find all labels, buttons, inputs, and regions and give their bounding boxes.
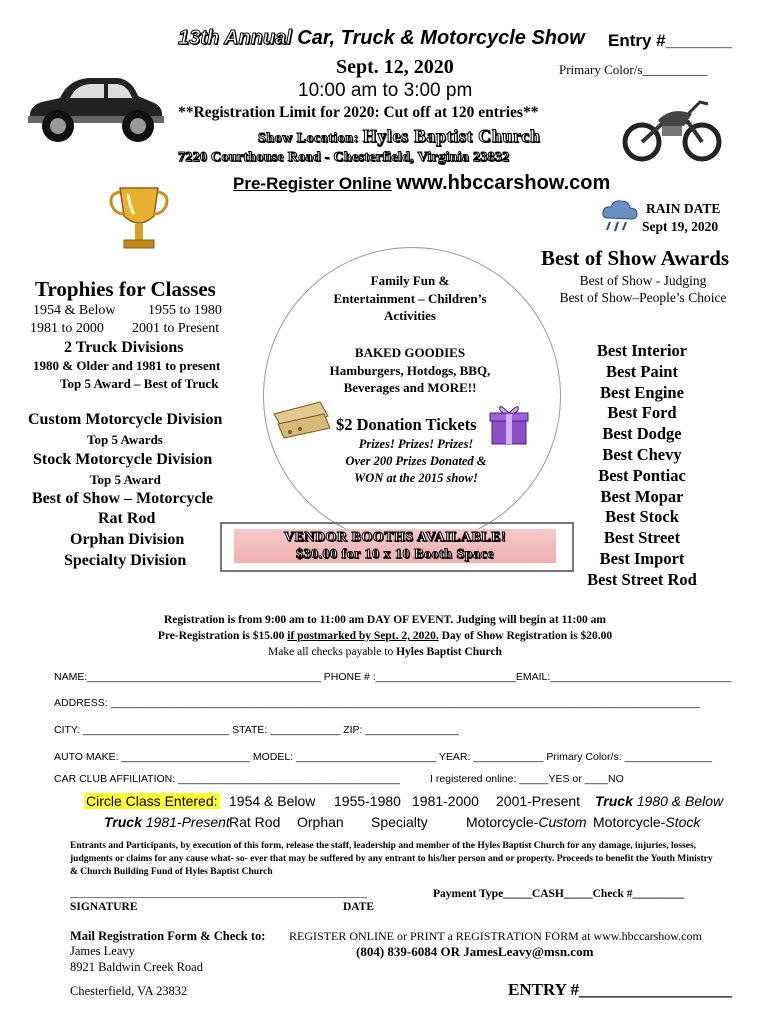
class-option-1981-2000[interactable]: 1981-2000 xyxy=(412,793,479,809)
orphan-division: Orphan Division xyxy=(70,531,185,548)
circle-class-label xyxy=(84,793,220,809)
award-item: Best Interior xyxy=(596,341,688,360)
custom-top5: Top 5 Awards xyxy=(87,432,163,447)
entry-number-bottom: ENTRY #__________________ xyxy=(508,980,733,999)
prizes-info xyxy=(308,436,524,487)
custom-label: Custom xyxy=(538,814,587,830)
vendor-banner xyxy=(220,522,574,572)
trophy-icon xyxy=(106,182,172,258)
circle-class-text: Circle Class Entered xyxy=(86,793,214,809)
registration-times: Registration is from 9:00 am to 11:00 am DAY OF EVENT. Judging will begin at 11:00 am xyxy=(163,614,606,626)
vendor-line1: VENDOR BOOTHS AVAILABLE! xyxy=(283,530,507,545)
best-motorcycle: Best of Show – Motorcycle xyxy=(32,490,213,507)
prereg-fee: Pre-Registration is $15.00 xyxy=(157,630,288,642)
circle-class-colon: : xyxy=(213,793,218,809)
beverages: Beverages and MORE!! xyxy=(343,380,477,395)
website-link: www.hbccarshow.com xyxy=(396,172,611,194)
signature-line[interactable]: ______________________________________________________ xyxy=(70,887,367,899)
mail-title: Mail Registration Form & Check to: xyxy=(70,929,266,943)
vendor-line2: $30.00 for 10 x 10 Booth Space xyxy=(296,547,494,562)
food-info xyxy=(300,344,520,397)
preregister-line xyxy=(233,172,610,195)
award-item: Best Dodge xyxy=(602,424,682,444)
mail-city: Chesterfield, VA 23832 xyxy=(70,984,188,998)
class-option-1954-below[interactable]: 1954 & Below xyxy=(229,793,316,809)
class-option-moto-stock[interactable] xyxy=(593,814,700,830)
show-name: Car, Truck & Motorcycle Show xyxy=(297,27,585,49)
trophies-title: Trophies for Classes xyxy=(35,277,216,301)
award-item: Best Engine xyxy=(600,382,684,402)
class-option-1955-1980[interactable]: 1955-1980 xyxy=(334,793,401,809)
class-option-truck-1981[interactable] xyxy=(104,814,230,830)
day-of-fee: Day of Show Registration is $20.00 xyxy=(438,630,613,642)
stock-label: Stock xyxy=(665,814,701,830)
family-fun xyxy=(300,272,520,325)
class-option-moto-custom[interactable] xyxy=(466,814,587,830)
contact-phone-email: (804) 839-6084 OR JamesLeavy@msn.com xyxy=(356,944,594,959)
truck-divisions-years: 1980 & Older and 1981 to present xyxy=(33,358,221,373)
family-fun-line3: Activities xyxy=(384,308,436,323)
baked-goodies: BAKED GOODIES xyxy=(354,345,466,360)
truck-top5: Top 5 Award – Best of Truck xyxy=(60,376,219,391)
class-option-truck-1980[interactable] xyxy=(595,793,723,809)
award-item: Best Chevy xyxy=(602,444,682,464)
award-item: Best Street Rod xyxy=(587,569,697,589)
city-state-zip-field[interactable]: CITY: _________________________ STATE: ____________ ZIP: ________________ xyxy=(54,724,459,736)
specialty-division: Specialty Division xyxy=(64,552,187,569)
checks-payable xyxy=(60,646,710,658)
rain-date: Sept 19, 2020 xyxy=(642,219,719,234)
class-option-specialty[interactable]: Specialty xyxy=(371,814,428,830)
show-date: Sept. 12, 2020 xyxy=(336,56,454,78)
address-field[interactable]: ADDRESS: _____________________________________________________________________________________________________ xyxy=(54,697,701,709)
primary-color-field: Primary Color/s__________ xyxy=(559,62,708,77)
signature-label: SIGNATURE xyxy=(70,901,138,913)
entry-number-top: Entry #_______ xyxy=(608,31,732,50)
location-name: Hyles Baptist Church xyxy=(362,126,541,146)
motorcycle-icon xyxy=(622,92,722,164)
date-label: DATE xyxy=(343,901,375,913)
mail-street: 8921 Baldwin Creek Road xyxy=(70,960,203,974)
custom-motorcycle-division: Custom Motorcycle Division xyxy=(28,411,223,428)
award-item: Best Street xyxy=(603,528,681,548)
family-fun-line2: Entertainment – Children’s xyxy=(333,290,487,306)
rat-rod: Rat Rod xyxy=(98,510,156,527)
truck-1981-label: 1981-Present xyxy=(141,814,230,830)
class-1955-1980: 1955 to 1980 xyxy=(148,303,222,318)
award-item: Best Ford xyxy=(607,403,677,423)
truck-label: Truck xyxy=(104,814,142,830)
best-of-show-awards-title: Best of Show Awards xyxy=(541,246,730,270)
class-1981-2000: 1981 to 2000 xyxy=(30,321,104,336)
show-time: 10:00 am to 3:00 pm xyxy=(298,80,473,101)
location-label: Show Location: xyxy=(258,131,359,146)
class-2001-present: 2001 to Present xyxy=(132,321,220,336)
checks-payable-label: Make all checks payable to xyxy=(268,646,397,658)
truck-divisions-title: 2 Truck Divisions xyxy=(64,339,184,356)
mail-name: James Leavy xyxy=(70,944,135,958)
show-title xyxy=(178,27,585,50)
award-item: Best Pontiac xyxy=(598,465,686,485)
rain-cloud-icon xyxy=(600,198,640,234)
registered-online-field[interactable]: I registered online: _____YES or ____NO xyxy=(430,773,624,785)
award-item: Best Paint xyxy=(606,361,678,381)
class-option-rat-rod[interactable]: Rat Rod xyxy=(229,814,281,830)
award-list xyxy=(566,341,718,591)
best-of-show-judging: Best of Show - Judging xyxy=(579,273,707,288)
stock-top5: Top 5 Award xyxy=(90,472,161,487)
truck-1980-label: 1980 & Below xyxy=(632,793,724,809)
class-option-orphan[interactable]: Orphan xyxy=(297,814,344,830)
award-item: Best Mopar xyxy=(600,486,684,506)
registration-fees xyxy=(60,630,710,642)
motorcycle-label: Motorcycle- xyxy=(466,814,539,830)
prizes-line1: Prizes! Prizes! Prizes! xyxy=(358,437,474,451)
class-1954-below: 1954 & Below xyxy=(33,303,116,318)
car-club-field[interactable]: CAR CLUB AFFILIATION: ______________________________________ xyxy=(54,773,400,785)
liability-disclaimer: Entrants and Participants, by execution of this form, release the staff, leadership and member of the Hyles Baptist Church for any damage, injuries, losses, judgments or claims for any cause what- so- ever that may be suffered by any entrant to his/her person and or property. Proceeds to benefit the Youth Ministry & Church Building Fund of Hyles Baptist Church xyxy=(70,841,713,877)
class-option-2001-present[interactable]: 2001-Present xyxy=(496,793,581,809)
checks-payable-name: Hyles Baptist Church xyxy=(396,646,502,658)
food-list: Hamburgers, Hotdogs, BBQ, xyxy=(329,362,491,378)
truck-label: Truck xyxy=(595,793,633,809)
name-phone-email-field[interactable]: NAME:________________________________________ PHONE # :________________________EMAIL:_______________________________ xyxy=(54,671,732,683)
location-address: 7220 Courthouse Road - Chesterfield, Virginia 23832 xyxy=(178,150,510,165)
payment-type-field[interactable]: Payment Type_____CASH_____Check #_________ xyxy=(433,888,685,900)
postmark-deadline: if postmarked by Sept. 2, 2020. xyxy=(287,630,439,642)
donation-tickets: $2 Donation Tickets xyxy=(336,415,477,434)
award-item: Best Stock xyxy=(605,507,679,527)
motorcycle-label: Motorcycle- xyxy=(593,814,666,830)
stock-motorcycle-division: Stock Motorcycle Division xyxy=(33,451,213,468)
prizes-line2: Over 200 Prizes Donated & xyxy=(345,454,487,468)
classic-car-icon xyxy=(20,58,168,156)
prizes-line3: WON at the 2015 show! xyxy=(354,471,478,485)
show-location xyxy=(258,126,540,147)
preregister-link[interactable] xyxy=(233,172,611,194)
best-of-show-peoples-choice: Best of Show–People’s Choice xyxy=(559,290,727,305)
auto-make-model-field[interactable]: AUTO MAKE: ______________________ MODEL: ________________________ YEAR: ____________ Primary Color/s: _______________ xyxy=(54,751,713,763)
family-fun-line1: Family Fun & xyxy=(370,273,450,288)
annual-text: 13th Annual xyxy=(178,27,292,49)
registration-limit: **Registration Limit for 2020: Cut off at 120 entries** xyxy=(178,104,539,121)
register-online-note: REGISTER ONLINE or PRINT a REGISTRATION FORM at www.hbccarshow.com xyxy=(289,929,702,943)
preregister-label: Pre-Register Online xyxy=(233,174,392,193)
rain-date-label: RAIN DATE xyxy=(646,201,721,216)
award-item: Best Import xyxy=(599,548,685,568)
